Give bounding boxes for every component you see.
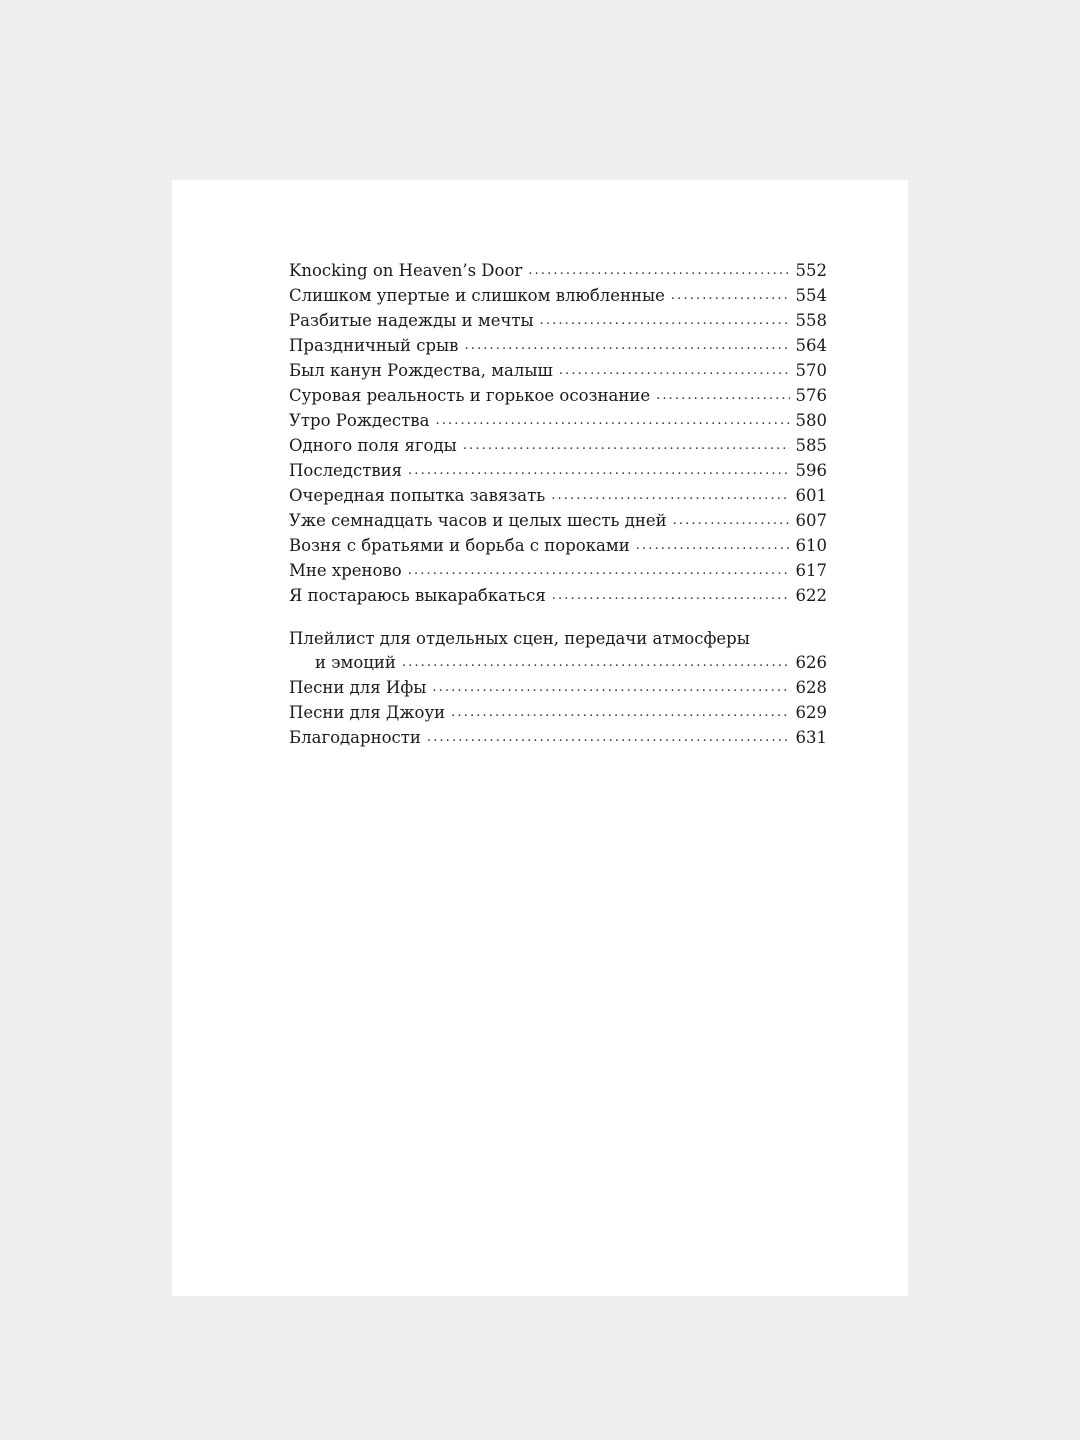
toc-entry-title: Knocking on Heaven’s Door [289,261,523,280]
toc-leader-dots [427,725,790,750]
toc-entry [289,308,827,333]
toc-leader-dots [673,508,790,533]
toc-entry-page: 554 [795,286,827,305]
toc-leader-dots [408,558,790,583]
toc-entry [289,583,827,608]
toc-entry-title: Суровая реальность и горькое осознание [289,386,651,405]
toc-leader-dots [540,308,790,333]
toc-entry [289,558,827,583]
toc-leader-dots [528,258,789,283]
toc-entry-title: Последствия [289,461,403,480]
toc-entry-title: Плейлист для отдельных сцен, передачи атмосферы [289,629,750,648]
toc-entry-title: Слишком упертые и слишком влюбленные [289,286,665,305]
toc-leader-dots [451,700,789,725]
toc-entry-continuation [289,650,827,675]
toc-leader-dots [551,483,789,508]
book-page [172,180,908,1296]
toc-leader-dots [636,533,790,558]
toc-entry-page: 607 [795,511,827,530]
toc-entry-title: Мне хреново [289,561,402,580]
toc-entry [289,258,827,283]
toc-entry-title: Уже семнадцать часов и целых шесть дней [289,511,667,530]
toc-leader-dots [552,583,790,608]
toc-entry-page: 576 [795,386,827,405]
toc-leader-dots [656,383,789,408]
toc-leader-dots [463,433,790,458]
toc-leader-dots [559,358,790,383]
toc-entry [289,358,827,383]
toc-entry-title: Возня с братьями и борьба с пороками [289,536,630,555]
toc-entry-page: 626 [795,653,827,672]
toc-entry-page: 622 [795,586,827,605]
toc-leader-dots [671,283,790,308]
toc-entry-title: Благодарности [289,728,421,747]
toc-entry-page: 631 [795,728,827,747]
toc-entry-title: Песни для Джоуи [289,703,446,722]
toc-entry [289,533,827,558]
toc-entry [289,433,827,458]
toc-leader-dots [402,650,790,675]
toc-entry-page: 580 [795,411,827,430]
toc-entry [289,333,827,358]
toc-entry [289,383,827,408]
toc-entry-page: 617 [795,561,827,580]
toc-entry-page: 601 [795,486,827,505]
toc-entry-title: Разбитые надежды и мечты [289,311,534,330]
toc-entry [289,408,827,433]
toc-section-gap [289,608,827,628]
toc-entry-page: 570 [795,361,827,380]
toc-entry [289,725,827,750]
toc-entry-title: Одного поля ягоды [289,436,457,455]
toc-leader-dots [464,333,789,358]
toc-entry [289,508,827,533]
toc-entry-page: 596 [795,461,827,480]
toc-entry-title: Утро Рождества [289,411,430,430]
table-of-contents [289,258,827,750]
toc-entry-page: 610 [795,536,827,555]
toc-entry-title: Был канун Рождества, малыш [289,361,553,380]
toc-leader-dots [432,675,789,700]
toc-entry-page: 585 [795,436,827,455]
toc-entry [289,283,827,308]
toc-entry-page: 552 [795,261,827,280]
toc-entry [289,675,827,700]
toc-entry [289,700,827,725]
toc-entry-title-continuation: и эмоций [315,653,396,672]
toc-leader-dots [408,458,789,483]
toc-entry-title: Я постараюсь выкарабкаться [289,586,546,605]
toc-entry [289,458,827,483]
toc-entry-title: Очередная попытка завязать [289,486,546,505]
toc-entry-page: 558 [795,311,827,330]
toc-entry-title: Песни для Ифы [289,678,427,697]
toc-leader-dots [435,408,789,433]
toc-entry-playlist [289,628,827,675]
toc-entry-page: 629 [795,703,827,722]
toc-entry-title: Праздничный срыв [289,336,459,355]
toc-entry [289,483,827,508]
toc-entry-page: 564 [795,336,827,355]
toc-entry-page: 628 [795,678,827,697]
